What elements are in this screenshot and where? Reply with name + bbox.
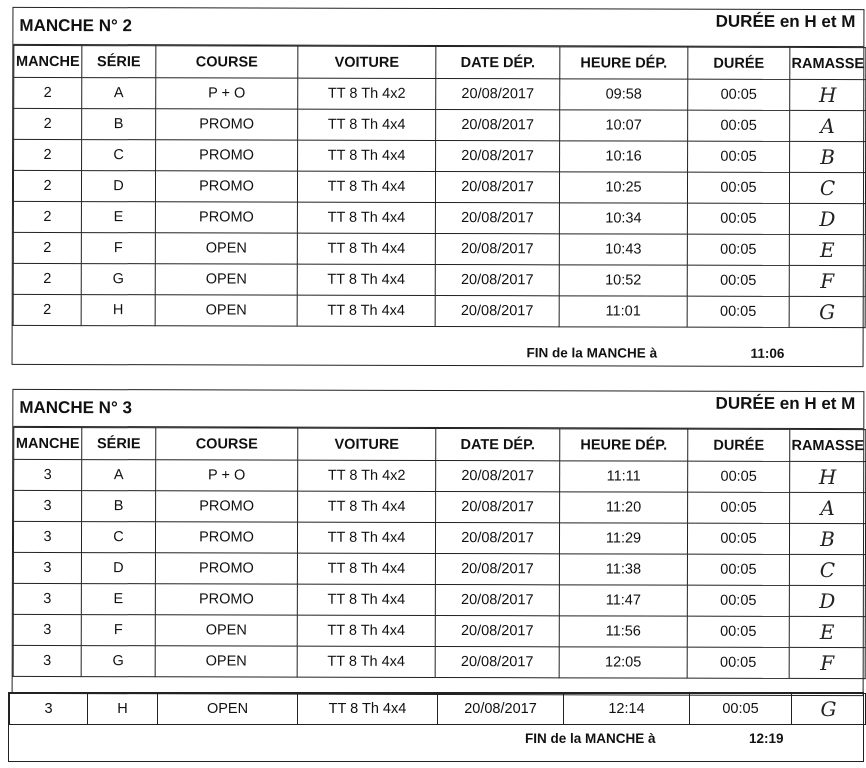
table-cell: 3 bbox=[13, 552, 81, 583]
column-header: HEURE DÉP. bbox=[560, 429, 688, 461]
table-cell: TT 8 Th 4x4 bbox=[297, 264, 435, 295]
manche-3-table bbox=[13, 427, 866, 679]
table-cell: 2 bbox=[13, 170, 81, 201]
table-cell: 10:16 bbox=[560, 141, 688, 172]
table-cell: 11:29 bbox=[559, 523, 687, 554]
table-cell: 00:05 bbox=[687, 203, 789, 234]
table-cell: 00:05 bbox=[687, 265, 789, 296]
column-header: DATE DÉP. bbox=[436, 46, 560, 78]
table-cell: 20/08/2017 bbox=[435, 584, 559, 615]
table-cell: 20/08/2017 bbox=[435, 295, 559, 326]
table-cell: H bbox=[81, 295, 155, 326]
ramasse-cell: B bbox=[789, 523, 865, 554]
table-cell: 00:05 bbox=[687, 523, 789, 554]
table-cell: 12:05 bbox=[559, 647, 687, 678]
ramasse-cell: H bbox=[790, 461, 866, 492]
table-cell: TT 8 Th 4x4 bbox=[298, 140, 436, 171]
table-cell: 10:43 bbox=[559, 234, 687, 265]
table-cell: 2 bbox=[13, 232, 81, 263]
table-cell: PROMO bbox=[155, 553, 297, 584]
manche-2-rows bbox=[13, 77, 866, 327]
table-row bbox=[13, 263, 865, 296]
table-cell: TT 8 Th 4x2 bbox=[298, 460, 436, 491]
table-cell: TT 8 Th 4x2 bbox=[298, 78, 436, 109]
table-cell: F bbox=[81, 615, 155, 646]
table-cell: 20/08/2017 bbox=[436, 78, 560, 109]
ramasse-cell: B bbox=[790, 141, 866, 172]
table-cell: 00:05 bbox=[687, 296, 789, 327]
table-cell: 20/08/2017 bbox=[435, 233, 559, 264]
table-row bbox=[13, 294, 865, 327]
column-header: COURSE bbox=[156, 428, 298, 460]
table-cell: 2 bbox=[14, 139, 82, 170]
fin-label: FIN de la MANCHE à bbox=[525, 731, 656, 746]
table-cell: P + O bbox=[156, 78, 298, 109]
table-cell: OPEN bbox=[155, 615, 297, 646]
table-cell: E bbox=[81, 584, 155, 615]
fin-time: 12:19 bbox=[749, 731, 784, 746]
column-header: DATE DÉP. bbox=[436, 428, 560, 460]
table-cell: TT 8 Th 4x4 bbox=[297, 522, 435, 553]
table-cell: TT 8 Th 4x4 bbox=[297, 584, 435, 615]
table-cell: OPEN bbox=[155, 264, 297, 295]
table-cell: 00:05 bbox=[687, 554, 789, 585]
table-cell: C bbox=[82, 140, 156, 171]
table-cell: 09:58 bbox=[560, 79, 688, 110]
manche-3-title: MANCHE N° 3 bbox=[19, 397, 132, 418]
table-cell: 3 bbox=[13, 521, 81, 552]
manche-2-block bbox=[12, 7, 865, 367]
table-cell: PROMO bbox=[155, 584, 297, 615]
table-cell: D bbox=[81, 553, 155, 584]
table-cell: B bbox=[82, 491, 156, 522]
manche-3-rows bbox=[13, 459, 866, 678]
table-cell: 00:05 bbox=[688, 79, 790, 110]
manche-3-last-row-table bbox=[9, 693, 866, 725]
table-cell: C bbox=[81, 522, 155, 553]
column-header: DURÉE bbox=[688, 47, 790, 79]
table-cell: G bbox=[81, 646, 155, 677]
table-cell: 3 bbox=[10, 694, 88, 725]
table-cell: 3 bbox=[13, 614, 81, 645]
table-cell: H bbox=[88, 694, 158, 725]
table-cell: PROMO bbox=[156, 491, 298, 522]
table-cell: TT 8 Th 4x4 bbox=[297, 233, 435, 264]
ramasse-cell: E bbox=[789, 234, 865, 265]
column-header: SÉRIE bbox=[82, 428, 156, 460]
table-row bbox=[13, 232, 865, 265]
table-cell: 3 bbox=[14, 459, 82, 490]
table-row bbox=[13, 201, 865, 234]
table-cell: 12:14 bbox=[564, 694, 690, 725]
manche-2-table bbox=[13, 45, 866, 328]
header-row bbox=[14, 45, 866, 79]
table-cell: TT 8 Th 4x4 bbox=[298, 109, 436, 140]
table-cell: 10:34 bbox=[559, 203, 687, 234]
table-cell: TT 8 Th 4x4 bbox=[298, 491, 436, 522]
table-cell: PROMO bbox=[155, 522, 297, 553]
fin-label: FIN de la MANCHE à bbox=[526, 345, 658, 361]
table-cell: PROMO bbox=[155, 202, 297, 233]
duree-label: DURÉE en H et M bbox=[715, 11, 856, 32]
table-cell: OPEN bbox=[158, 694, 298, 725]
table-cell: 00:05 bbox=[690, 694, 792, 725]
header-row bbox=[14, 427, 866, 461]
table-cell: 2 bbox=[14, 77, 82, 108]
table-cell: P + O bbox=[156, 460, 298, 491]
table-cell: 20/08/2017 bbox=[436, 140, 560, 171]
table-cell: F bbox=[81, 233, 155, 264]
table-row bbox=[13, 521, 865, 554]
table-cell: 10:25 bbox=[559, 172, 687, 203]
table-cell: D bbox=[81, 171, 155, 202]
table-cell: 2 bbox=[14, 108, 82, 139]
table-cell: 00:05 bbox=[687, 616, 789, 647]
table-cell: 10:07 bbox=[560, 110, 688, 141]
column-header: SÉRIE bbox=[82, 46, 156, 78]
table-row bbox=[13, 614, 865, 647]
column-header: RAMASSE bbox=[790, 47, 866, 79]
ramasse-cell: F bbox=[789, 647, 865, 678]
table-cell: A bbox=[82, 460, 156, 491]
table-cell: E bbox=[81, 202, 155, 233]
ramasse-cell: A bbox=[790, 492, 866, 523]
ramasse-cell: G bbox=[792, 694, 866, 725]
table-row bbox=[13, 583, 865, 616]
table-cell: 20/08/2017 bbox=[435, 553, 559, 584]
table-cell: 2 bbox=[13, 294, 81, 325]
ramasse-cell: F bbox=[789, 265, 865, 296]
column-header: COURSE bbox=[156, 46, 298, 78]
fin-time: 11:06 bbox=[750, 345, 785, 361]
ramasse-cell: E bbox=[789, 616, 865, 647]
table-row bbox=[13, 645, 865, 678]
table-row bbox=[10, 694, 866, 725]
manche-2-title: MANCHE N° 2 bbox=[19, 15, 133, 36]
table-cell: 2 bbox=[13, 201, 81, 232]
ramasse-cell: H bbox=[790, 79, 866, 110]
manche-3-last-row-block bbox=[8, 692, 864, 762]
column-header: HEURE DÉP. bbox=[560, 47, 688, 79]
table-cell: 2 bbox=[13, 263, 81, 294]
ramasse-cell: C bbox=[789, 172, 865, 203]
table-cell: TT 8 Th 4x4 bbox=[297, 615, 435, 646]
fin-row bbox=[9, 723, 863, 761]
table-cell: 20/08/2017 bbox=[435, 615, 559, 646]
table-cell: 20/08/2017 bbox=[436, 460, 560, 491]
table-cell: 00:05 bbox=[688, 461, 790, 492]
column-header: MANCHE bbox=[14, 45, 82, 77]
table-cell: 00:05 bbox=[688, 110, 790, 141]
table-cell: 11:38 bbox=[559, 554, 687, 585]
table-cell: 20/08/2017 bbox=[438, 694, 564, 725]
table-cell: 20/08/2017 bbox=[436, 491, 560, 522]
column-header: RAMASSE bbox=[790, 429, 866, 461]
table-cell: TT 8 Th 4x4 bbox=[297, 171, 435, 202]
table-row bbox=[14, 108, 866, 141]
column-header: DURÉE bbox=[688, 429, 790, 461]
table-cell: TT 8 Th 4x4 bbox=[297, 202, 435, 233]
table-cell: 00:05 bbox=[687, 647, 789, 678]
ramasse-cell: C bbox=[789, 554, 865, 585]
table-cell: PROMO bbox=[155, 171, 297, 202]
column-header: VOITURE bbox=[298, 46, 436, 78]
table-cell: 00:05 bbox=[688, 141, 790, 172]
ramasse-cell: G bbox=[789, 296, 865, 327]
table-cell: PROMO bbox=[156, 140, 298, 171]
table-cell: 11:20 bbox=[560, 492, 688, 523]
table-cell: TT 8 Th 4x4 bbox=[297, 646, 435, 677]
table-cell: 20/08/2017 bbox=[435, 522, 559, 553]
ramasse-cell: A bbox=[790, 110, 866, 141]
table-cell: B bbox=[82, 109, 156, 140]
manche-3-last-row bbox=[10, 694, 866, 725]
column-header: MANCHE bbox=[14, 427, 82, 459]
table-cell: OPEN bbox=[155, 295, 297, 326]
table-cell: 20/08/2017 bbox=[435, 646, 559, 677]
table-cell: 00:05 bbox=[688, 492, 790, 523]
table-cell: 20/08/2017 bbox=[435, 171, 559, 202]
table-row bbox=[14, 490, 866, 523]
table-cell: G bbox=[81, 264, 155, 295]
table-row bbox=[14, 77, 866, 110]
table-cell: TT 8 Th 4x4 bbox=[297, 295, 435, 326]
table-cell: TT 8 Th 4x4 bbox=[298, 694, 438, 725]
table-row bbox=[13, 552, 865, 585]
table-cell: A bbox=[82, 78, 156, 109]
table-cell: OPEN bbox=[155, 233, 297, 264]
table-row bbox=[13, 170, 865, 203]
table-cell: 00:05 bbox=[687, 234, 789, 265]
ramasse-cell: D bbox=[789, 203, 865, 234]
table-cell: OPEN bbox=[155, 646, 297, 677]
column-header: VOITURE bbox=[298, 428, 436, 460]
table-cell: 20/08/2017 bbox=[435, 264, 559, 295]
table-cell: 11:11 bbox=[560, 461, 688, 492]
table-cell: 3 bbox=[13, 583, 81, 614]
table-cell: 11:47 bbox=[559, 585, 687, 616]
table-cell: 00:05 bbox=[687, 585, 789, 616]
manche-3-titlebar bbox=[13, 390, 863, 429]
table-cell: 10:52 bbox=[559, 265, 687, 296]
table-cell: 3 bbox=[14, 490, 82, 521]
table-cell: 11:01 bbox=[559, 296, 687, 327]
table-cell: 00:05 bbox=[687, 172, 789, 203]
table-cell: 11:56 bbox=[559, 616, 687, 647]
manche-3-block bbox=[12, 389, 865, 696]
fin-row bbox=[13, 338, 863, 366]
manche-2-titlebar bbox=[13, 8, 863, 47]
table-row bbox=[14, 139, 866, 172]
table-row bbox=[14, 459, 866, 492]
table-cell: 20/08/2017 bbox=[436, 109, 560, 140]
table-cell: 3 bbox=[13, 645, 81, 676]
table-cell: TT 8 Th 4x4 bbox=[297, 553, 435, 584]
duree-label: DURÉE en H et M bbox=[715, 393, 856, 414]
table-cell: 20/08/2017 bbox=[435, 202, 559, 233]
ramasse-cell: D bbox=[789, 585, 865, 616]
table-cell: PROMO bbox=[156, 109, 298, 140]
